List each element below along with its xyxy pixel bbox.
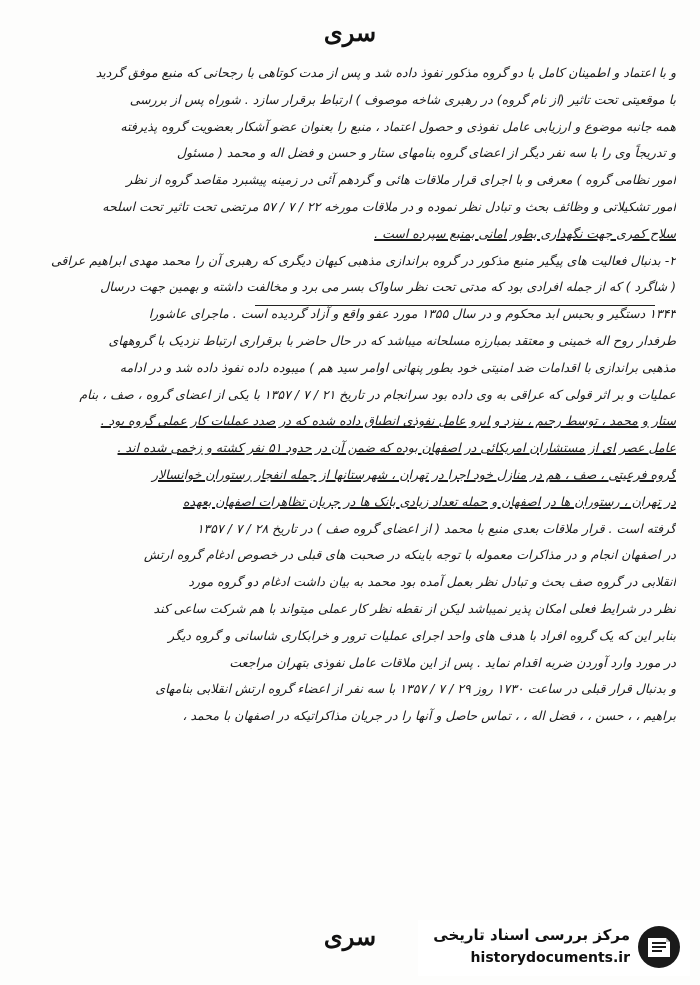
header-classification: سری	[323, 18, 377, 47]
text-line: امور نظامی گروه ) معرفی و با اجرای قرار ملاقات هائی و گردهم آئی در زمینه پیشبرد مقاصد گروه از نظر	[126, 172, 676, 188]
text-line: و بدنبال قرار قبلی در ساعت ۱۷۳۰ روز ۲۹ / ۷ / ۱۳۵۷ با سه نفر از اعضاء گروه ارتش انقلابی بنامهای	[155, 681, 676, 697]
text-line: ستار و محمد ، توسط رحیم ، بنزد و ابرو عامل نفوذی انطباق داده شده که در صدد عملیات کار عملی گروه بود .	[100, 413, 676, 429]
archive-logo-icon	[636, 924, 682, 970]
text-line: با موقعیتی تحت تاثیر (از نام گروه) در رهبری شاخه موصوف ) ارتباط برقرار سازد . شوراه پس از بررسی	[129, 91, 676, 107]
text-line: عامل عصر ای از مستشاران امریکائی در اصفهان بوده که ضمن آن در حدود ۵۱ نفر کشته و زخمی شده اند .	[117, 440, 676, 456]
text-line: و با اعتماد و اطمینان کامل با دو گروه مذکور نفوذ داده شد و پس از مدت کوتاهی با رجحانی که منبع موفق گردید	[95, 65, 676, 80]
text-line: سلاح کمری جهت نگهداری بطور امانی بمنبع سپرده است .	[374, 225, 676, 241]
text-line: عملیات و بر اثر قولی که عراقی به وی داده بود سرانجام در تاریخ ۲۱ / ۷ / ۱۳۵۷ با یکی از اعضای گروه ، صف ، بنام	[79, 386, 676, 402]
text-line: ( شاگرد ) که از جمله افرادی بود که مدتی تحت نظر ساواک بسر می برد و مخالفت داشته و بهمین جهت درسال	[100, 279, 676, 295]
watermark-title: مرکز بررسی اسناد تاریخی	[433, 926, 630, 944]
text-line: براهیم ، ، حسن ، ، فضل اله ، ، تماس حاصل و آنها را در جریان مذاکراتیکه در اصفهان با محمد ،	[182, 708, 676, 724]
footer-classification: سری	[323, 922, 377, 951]
document-body	[28, 60, 676, 730]
text-line: بنابر این که یک گروه افراد با هدف های واحد اجرای عملیات ترور و خرابکاری شاسانی و گروه دیگر	[168, 627, 676, 643]
text-line: مذهبی براندازی با اقدامات ضد امنیتی خود بطور پنهانی اوامر سید هم ) میبوده داده نفوذ داده شد و در ادامه	[119, 359, 676, 375]
text-line: گرفته است . قرار ملاقات بعدی منبع با محمد ( از اعضای گروه صف ) در تاریخ ۲۸ / ۷ / ۱۳۵۷	[196, 520, 676, 536]
watermark-url[interactable]: historydocuments.ir	[470, 950, 630, 966]
archive-watermark	[418, 920, 690, 976]
text-line: در مورد وارد آوردن ضربه اقدام نماید . پس از این ملاقات عامل نفوذی بتهران مراجعت	[229, 654, 676, 670]
separator-rule	[255, 305, 655, 306]
text-line: طرفدار روح اله خمینی و معتقد بمبارزه مسلحانه میباشد که در حال حاضر با برقراری ارتباط نزدیک با گروههای	[108, 332, 676, 348]
text-line: نظر در شرایط فعلی امکان پذیر نمیباشد لیکن از نقطه نظر کار عملی میتواند با هم شرکت ساعی کند	[153, 600, 676, 616]
text-line: همه جانبه موضوع و ارزیابی عامل نفوذی و حصول اعتماد ، منبع را بعنوان عضو آشکار بعضویت گروه پذیرفته	[120, 118, 676, 134]
text-line: ۲- بدنبال فعالیت های پیگیر منبع مذکور در گروه براندازی مذهبی کیهان دیگری که رهبری آن را محمد مهدی ابراهیم عراقی	[51, 252, 676, 268]
text-line: ۱۳۴۳ دستگیر و بحبس ابد محکوم و در سال ۱۳۵۵ مورد عفو واقع و آزاد گردیده است . ماجرای عاشورا	[148, 306, 676, 322]
text-line: در اصفهان انجام و در مذاکرات معموله با توجه باینکه در صحبت های قبلی در خصوص ادغام گروه ارتش	[143, 547, 676, 563]
text-line: در تهران ، رستوران ها در اصفهان و حمله تعداد زیادی بانک ها در جریان تظاهرات اصفهان بعهده	[182, 493, 676, 509]
text-line: امور تشکیلاتی و وظائف بحث و تبادل نظر نموده و در ملاقات مورخه ۲۲ / ۷ / ۵۷ مرتضی تحت تاثیر تحت اسلحه	[102, 198, 676, 214]
text-line: و تدریجاً وی را با سه نفر دیگر از اعضای گروه بنامهای ستار و حسن و فضل اله و محمد ( مسئول	[176, 145, 676, 161]
text-line: انقلابی در گروه صف بحث و تبادل نظر بعمل آمده بود محمد به بیان داشت ادغام دو گروه مورد	[188, 574, 676, 590]
text-line: گروه فرعیتی ، صف ، هم در منازل خود اجرا در تهران ، شهرستانها از جمله انفجار رستوران خوانسالار	[152, 466, 676, 482]
